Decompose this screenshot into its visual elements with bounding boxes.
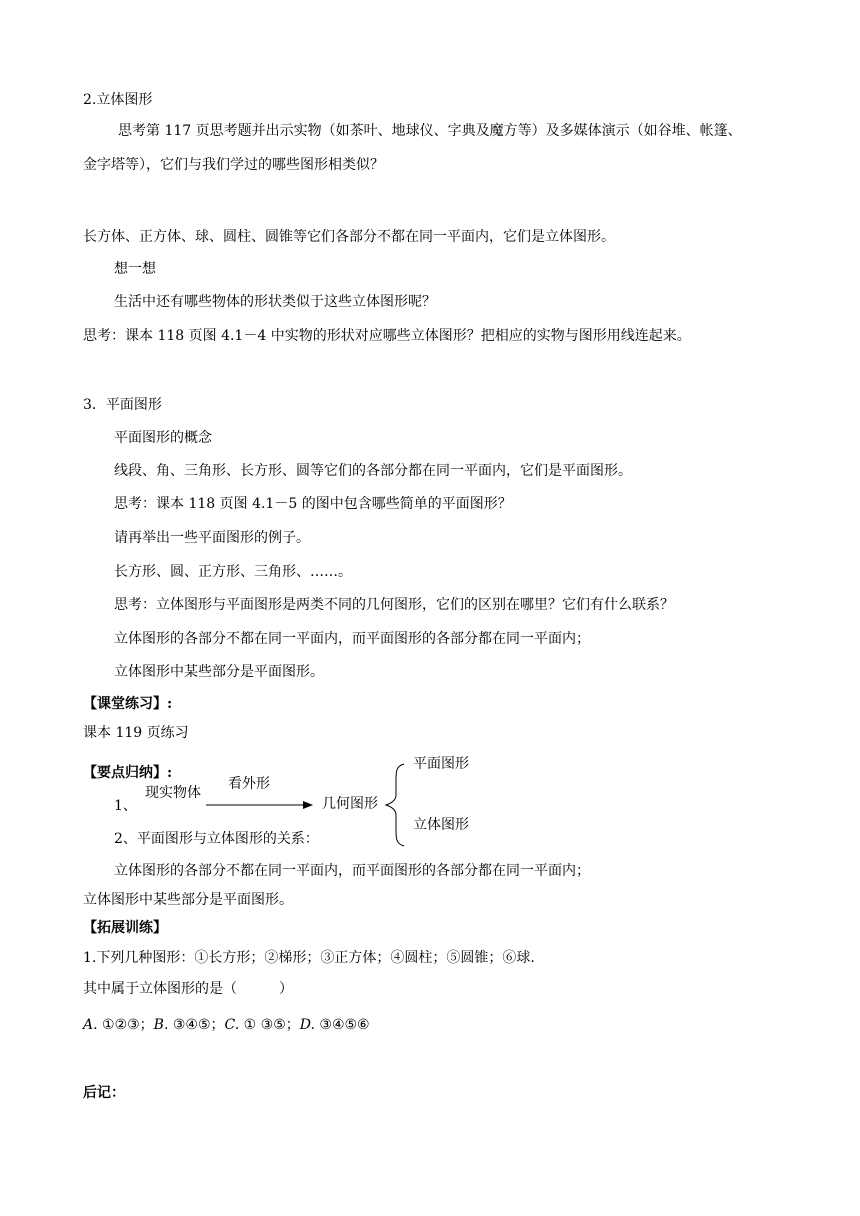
think-title: 想一想 [114,261,156,277]
examples-list: 长方形、圆、正方形、三角形、……。 [114,564,352,580]
section3-heading: 3．平面图形 [83,397,162,413]
answer-options [83,1015,370,1035]
option-a-text: ①②③； [97,1017,154,1033]
arrow-label: 看外形 [228,776,270,792]
real-object-label: 现实物体 [145,785,201,801]
think-difference-question: 思考：立体图形与平面图形是两类不同的几何图形，它们的区别在哪里？它们有什么联系？ [114,597,674,613]
plane-concept-title: 平面图形的概念 [114,430,212,446]
summary-item1-number: 1、 [114,798,137,814]
option-d-letter: D. [299,1017,315,1033]
arrow-head [303,801,313,809]
plane-figures-definition: 线段、角、三角形、长方形、圆等它们的各部分都在同一平面内，它们是平面图形。 [114,463,632,479]
option-b-letter: B. [153,1017,169,1033]
section2-paragraph-line2: 金字塔等），它们与我们学过的哪些图形相类似？ [83,157,384,173]
think-plane-question: 思考：课本 118 页图 4.1－5 的图中包含哪些简单的平面图形？ [114,496,512,512]
section2-heading: 2.立体图形 [83,92,153,108]
practice-heading: 【课堂练习】: [83,696,173,712]
geometry-figure-label: 几何图形 [322,796,378,812]
think-exercise: 思考：课本 118 页图 4.1－4 中实物的形状对应哪些立体图形？把相应的实物与图形用线连起来。 [83,328,691,344]
think-question: 生活中还有哪些物体的形状类似于这些立体图形呢？ [114,294,436,310]
summary-relation-line2: 立体图形中某些部分是平面图形。 [83,892,293,908]
extension-question1: 1.下列几种图形：①长方形；②梯形；③正方体；④圆柱；⑤圆锥；⑥球. [83,950,535,966]
option-a-letter: A. [83,1017,98,1033]
section2-paragraph-line1: 思考第 117 页思考题并出示实物（如茶叶、地球仪、字典及魔方等）及多媒体演示（如谷堆、帐篷、 [118,123,742,139]
examples-prompt: 请再举出一些平面图形的例子。 [114,530,310,546]
classification-brace [386,764,404,846]
postscript-heading: 后记： [83,1085,125,1101]
summary-relation-line1: 立体图形的各部分不都在同一平面内，而平面图形的各部分都在同一平面内； [114,863,590,879]
relation-answer: 立体图形中某些部分是平面图形。 [114,664,324,680]
summary-heading: 【要点归纳】: [83,765,173,781]
solid-figure-label: 立体图形 [413,817,469,833]
difference-answer: 立体图形的各部分不都在同一平面内，而平面图形的各部分都在同一平面内； [114,631,590,647]
option-c-text: ① ③⑤； [239,1017,300,1033]
option-b-text: ③④⑤； [168,1017,225,1033]
extension-heading: 【拓展训练】 [83,920,167,936]
extension-question1-stem: 其中属于立体图形的是（ ） [83,981,293,997]
plane-figure-label: 平面图形 [413,756,469,772]
solid-figures-definition: 长方体、正方体、球、圆柱、圆锥等它们各部分不都在同一平面内，它们是立体图形。 [83,229,615,245]
practice-text: 课本 119 页练习 [83,725,189,741]
option-d-text: ③④⑤⑥ [314,1017,370,1033]
summary-item2: 2、平面图形与立体图形的关系： [114,831,319,847]
option-c-letter: C. [224,1017,240,1033]
